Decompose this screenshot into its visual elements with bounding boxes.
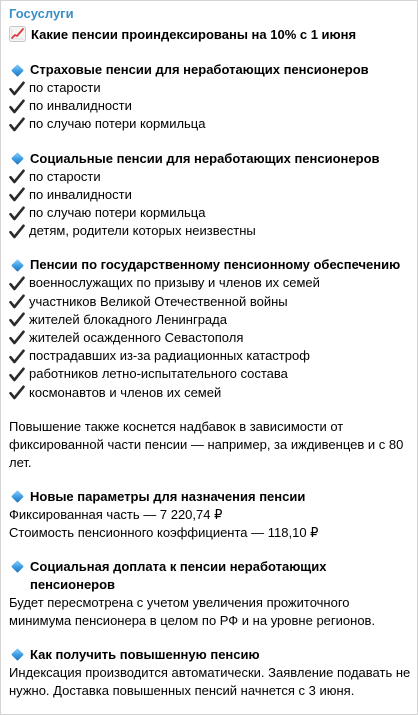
list-item: по инвалидности — [9, 97, 411, 115]
section-heading: Социальные пенсии для неработающих пенсионеров — [9, 150, 411, 168]
check-mark-icon — [9, 205, 29, 221]
section-social-pensions — [9, 150, 411, 241]
check-mark-icon — [9, 366, 29, 382]
section-insurance-pensions — [9, 61, 411, 134]
fixed-part-value: Фиксированная часть — 7 220,74 ₽ — [9, 506, 223, 522]
check-mark-icon — [9, 275, 29, 291]
blue-diamond-icon — [9, 646, 30, 664]
check-mark-icon — [9, 294, 29, 310]
check-mark-icon — [9, 330, 29, 346]
list-item: военнослужащих по призыву и членов их семей — [9, 274, 411, 292]
section-heading: Социальная доплата к пенсии неработающих пенсионеров — [9, 558, 411, 594]
section-heading: Как получить повышенную пенсию — [9, 646, 411, 664]
check-mark-icon — [9, 348, 29, 364]
section-social-supplement — [9, 558, 411, 630]
check-mark-icon — [9, 385, 29, 401]
check-mark-icon — [9, 169, 29, 185]
section-heading: Страховые пенсии для неработающих пенсионеров — [9, 61, 411, 79]
blue-diamond-icon — [9, 488, 30, 506]
section-heading: Пенсии по государственному пенсионному обеспечению — [9, 256, 411, 274]
list-item: по старости — [9, 168, 411, 186]
list-item: космонавтов и членов их семей — [9, 383, 411, 401]
section-how-to-get — [9, 646, 411, 700]
check-mark-icon — [9, 98, 29, 114]
list-item: работников летно-испытательного состава — [9, 365, 411, 383]
check-mark-icon — [9, 312, 29, 328]
list-item: участников Великой Отечественной войны — [9, 293, 411, 311]
list-item: по старости — [9, 79, 411, 97]
sender-name[interactable]: Госуслуги — [9, 6, 74, 21]
channel-message — [9, 4, 411, 700]
list-item: детям, родители которых неизвестны — [9, 222, 411, 240]
social-supplement-text: Будет пересмотрена с учетом увеличения прожиточного минимума пенсионера в целом по РФ и на уровне регионов. — [9, 594, 376, 628]
list-item: жителей блокадного Ленинграда — [9, 311, 411, 329]
section-heading: Новые параметры для назначения пенсии — [9, 488, 411, 506]
blue-diamond-icon — [9, 256, 30, 274]
section-state-pensions — [9, 256, 411, 401]
title-text: Какие пенсии проиндексированы на 10% с 1 июня — [31, 26, 357, 42]
section-new-parameters — [9, 488, 411, 542]
coefficient-value: Стоимость пенсионного коэффициента — 118,10 ₽ — [9, 524, 319, 540]
message-title — [9, 23, 411, 45]
blue-diamond-icon — [9, 61, 30, 79]
list-item: по инвалидности — [9, 186, 411, 204]
check-mark-icon — [9, 116, 29, 132]
list-item: по случаю потери кормильца — [9, 204, 411, 222]
blue-diamond-icon — [9, 558, 30, 576]
supplement-note: Повышение также коснется надбавок в зависимости от фиксированной части пенсии — например, за иждивенцев и с 80 лет. — [9, 418, 404, 470]
list-item: жителей осажденного Севастополя — [9, 329, 411, 347]
how-to-get-text: Индексация производится автоматически. Заявление подавать не нужно. Доставка повышенных пенсий начнется с 3 июня. — [9, 664, 411, 698]
check-mark-icon — [9, 187, 29, 203]
list-item: пострадавших из-за радиационных катастроф — [9, 347, 411, 365]
chart-increasing-icon — [9, 25, 31, 43]
list-item: по случаю потери кормильца — [9, 115, 411, 133]
blue-diamond-icon — [9, 150, 30, 168]
check-mark-icon — [9, 80, 29, 96]
check-mark-icon — [9, 223, 29, 239]
